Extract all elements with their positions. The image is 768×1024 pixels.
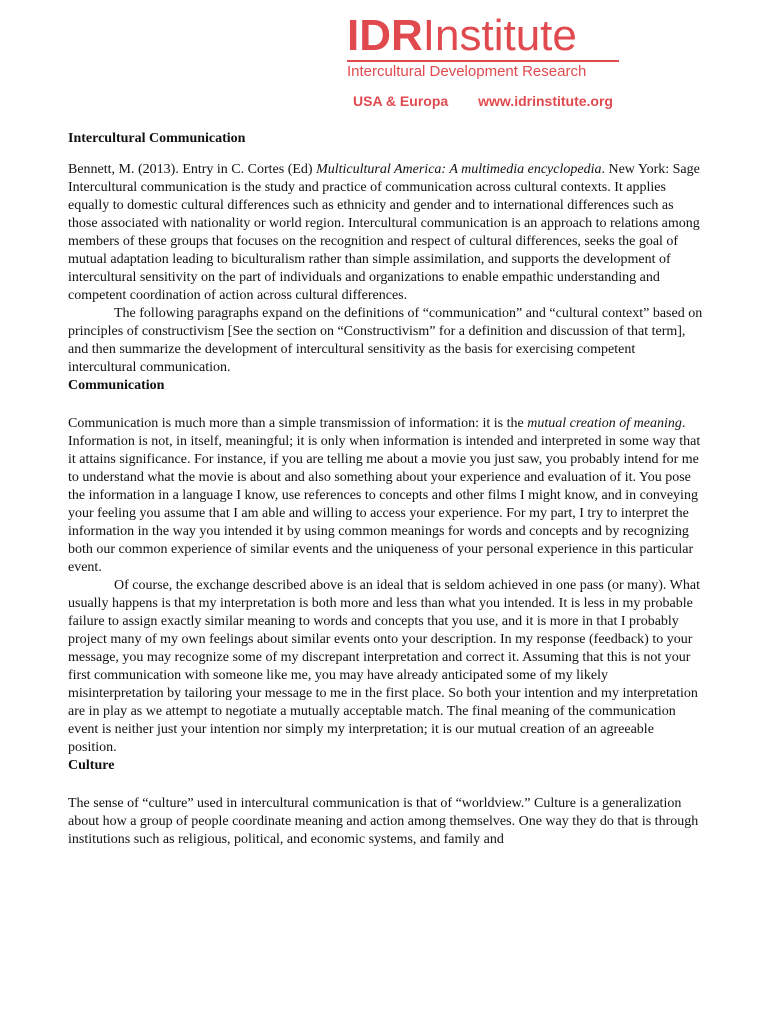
citation [68, 161, 704, 179]
comm-p1-emphasis: mutual creation of meaning [527, 416, 682, 431]
intro-paragraph-2: The following paragraphs expand on the definitions of “communication” and “cultural context” based on principles of constructivism [See the section on “Constructivism” for a definition and discussion of that term], and then summarize the development of intercultural sensitivity as the basis for exercising competent intercultural communication. [68, 306, 703, 375]
document-body [68, 130, 704, 849]
logo-idr: IDR [347, 11, 423, 60]
logo-url: www.idrinstitute.org [478, 93, 613, 109]
idr-institute-logo [347, 11, 647, 109]
citation-suffix: . New York: Sage [601, 162, 700, 177]
comm-p1-rest: . Information is not, in itself, meaningful; it is only when information is intended and interpreted in some way that it attains significance. For instance, if you are telling me about a movie you just saw, you probably intend for me to understand what the movie is about and also something about your experience and evaluation of it. You pose the information in a language I know, use references to concepts and other films I might know, and in conveying your feeling you assume that I am able and willing to access your experience. For my part, I try to interpret the information in the way you intended it by using common meanings for words and concepts and by recognizing both our common experience of similar events and the uniqueness of your personal experience in this particular event. [68, 416, 701, 575]
logo-institute: Institute [422, 11, 577, 60]
culture-heading: Culture [68, 758, 115, 773]
document-title: Intercultural Communication [68, 131, 246, 146]
comm-p1-start: Communication is much more than a simple transmission of information: it is the [68, 416, 528, 431]
logo-wordmark [347, 11, 647, 60]
citation-prefix: Bennett, M. (2013). Entry in C. Cortes (Ed) [68, 162, 317, 177]
citation-book: Multicultural America: A multimedia encyclopedia [316, 162, 602, 177]
culture-paragraph-1: The sense of “culture” used in intercultural communication is that of “worldview.” Culture is a generalization about how a group of people coordinate meaning and action among themselves. One way they do that is through institutions such as religious, political, and economic systems, and family and [68, 796, 699, 847]
intro-paragraph-1: Intercultural communication is the study and practice of communication across cultural contexts. It applies equally to domestic cultural differences such as ethnicity and gender and to international differences such as those associated with nationality or world region. Intercultural communication is an approach to relations among members of these groups that focuses on the recognition and respect of cultural differences, seeks the goal of mutual adaptation leading to biculturalism rather than simple assimilation, and supports the development of intercultural sensitivity on the part of individuals and organizations to enable empathic understanding and competent coordination of action across cultural differences. [68, 180, 700, 303]
logo-location-line [347, 93, 647, 109]
communication-paragraph-2: Of course, the exchange described above is an ideal that is seldom achieved in one pass (or many). What usually happens is that my interpretation is both more and less than what you intended. It is less in my probable failure to assign exactly similar meaning to words and concepts that you use, and it is more in that I probably project many of my own feelings about similar events onto your description. In my response (feedback) to your message, you may recognize some of my discrepant interpretation and correct it. Assuming that this is not your first communication with someone like me, you may have already anticipated some of my likely misinterpretation by tailoring your message to me in the first place. So both your intention and my interpretation are in play as we attempt to negotiate a mutually acceptable match. The final meaning of the communication event is neither just your intention nor simply my interpretation; it is our mutual creation of an agreeable position. [68, 578, 700, 755]
communication-paragraph-1 [68, 415, 704, 577]
logo-subtitle: Intercultural Development Research [347, 60, 619, 80]
communication-heading: Communication [68, 378, 165, 393]
logo-location: USA & Europa [353, 93, 449, 109]
